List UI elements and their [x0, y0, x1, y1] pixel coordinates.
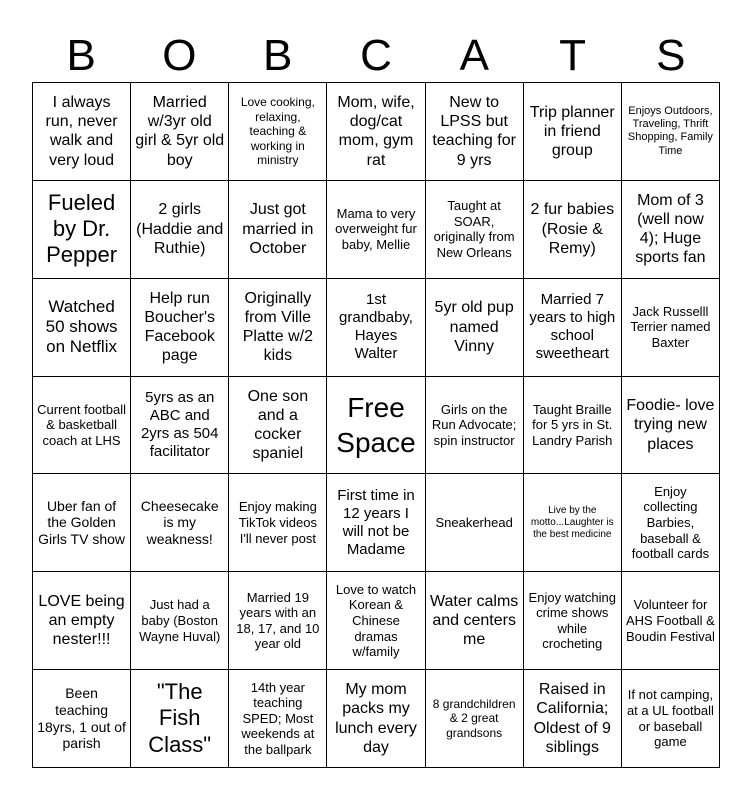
cell-text: Mom, wife, dog/cat mom, gym rat — [337, 94, 415, 169]
cell-text: Live by the motto...Laughter is the best medicine — [530, 504, 614, 540]
cell-text: Taught at SOAR, originally from New Orleans — [433, 198, 515, 260]
cell-text: Enjoy collecting Barbies, baseball & football cards — [631, 483, 710, 562]
cell-text: Help run Boucher's Facebook page — [144, 289, 216, 365]
cell-text: Been teaching 18yrs, 1 out of parish — [37, 684, 126, 752]
cell-text: Cheesecake is my weakness! — [140, 497, 219, 548]
cell-text: 5yr old pup named Vinny — [434, 299, 514, 355]
bingo-grid — [32, 82, 720, 768]
bingo-cell[interactable] — [33, 474, 131, 572]
cell-text: Fueled by Dr. Pepper — [46, 189, 118, 268]
free-space-cell[interactable] — [327, 377, 425, 475]
bingo-header — [32, 30, 720, 82]
bingo-cell[interactable] — [524, 474, 622, 572]
cell-text: "The Fish Class" — [148, 678, 212, 757]
bingo-cell[interactable] — [229, 181, 327, 279]
bingo-cell[interactable] — [33, 83, 131, 181]
bingo-cell[interactable] — [327, 83, 425, 181]
cell-text: Raised in California; Oldest of 9 siblings — [533, 681, 611, 756]
bingo-cell[interactable] — [131, 83, 229, 181]
cell-text: I always run, never walk and very loud — [45, 94, 118, 169]
cell-text: Mama to very overweight fur baby, Mellie — [335, 205, 417, 253]
bingo-cell[interactable] — [622, 670, 720, 768]
cell-text: 1st grandbaby, Hayes Walter — [339, 291, 413, 363]
bingo-cell[interactable] — [229, 474, 327, 572]
bingo-cell[interactable] — [426, 377, 524, 475]
cell-text: If not camping, at a UL football or baseball game — [626, 687, 714, 750]
bingo-cell[interactable] — [426, 279, 524, 377]
bingo-cell[interactable] — [33, 181, 131, 279]
cell-text: Trip planner in friend group — [529, 103, 615, 160]
bingo-cell[interactable] — [131, 670, 229, 768]
bingo-cell[interactable] — [426, 474, 524, 572]
cell-text: Enjoy making TikTok videos I'll never post — [238, 499, 317, 546]
bingo-cell[interactable] — [33, 279, 131, 377]
bingo-cell[interactable] — [426, 670, 524, 768]
cell-text: Love cooking, relaxing, teaching & working in ministry — [240, 95, 315, 167]
header-letter-t: T — [559, 31, 586, 80]
header-letter-c: C — [360, 31, 392, 80]
bingo-cell[interactable] — [131, 377, 229, 475]
cell-text: Taught Braille for 5 yrs in St. Landry Parish — [532, 401, 613, 448]
header-letter-o: O — [162, 31, 197, 80]
bingo-cell[interactable] — [327, 572, 425, 670]
cell-text: Originally from Ville Platte w/2 kids — [242, 289, 313, 365]
cell-text: Jack Russelll Terrier named Baxter — [630, 303, 711, 350]
cell-text: Married 7 years to high school sweetheart — [529, 291, 616, 363]
cell-text: First time in 12 years I will not be Madame — [337, 486, 415, 558]
bingo-cell[interactable] — [131, 572, 229, 670]
cell-text: LOVE being an empty nester!!! — [38, 592, 125, 649]
bingo-cell[interactable] — [33, 670, 131, 768]
bingo-cell[interactable] — [131, 279, 229, 377]
cell-text: Enjoy watching crime shows while crocheting — [528, 589, 616, 652]
bingo-cell[interactable] — [622, 83, 720, 181]
cell-text: Water calms and centers me — [429, 592, 519, 649]
bingo-cell[interactable] — [131, 181, 229, 279]
cell-text: Enjoys Outdoors, Traveling, Thrift Shopping, Family Time — [627, 105, 713, 157]
cell-text: 8 grandchildren & 2 great grandsons — [432, 696, 516, 740]
cell-text: Volunteer for AHS Football & Boudin Festival — [625, 597, 715, 644]
bingo-cell[interactable] — [622, 181, 720, 279]
cell-text: Sneakerhead — [435, 515, 513, 531]
bingo-cell[interactable] — [426, 83, 524, 181]
cell-text: Foodie- love trying new places — [626, 397, 715, 453]
free-space-text: Free Space — [336, 391, 416, 458]
bingo-cell[interactable] — [426, 572, 524, 670]
bingo-cell[interactable] — [622, 474, 720, 572]
bingo-cell[interactable] — [327, 474, 425, 572]
bingo-cell[interactable] — [622, 377, 720, 475]
bingo-cell[interactable] — [524, 83, 622, 181]
header-letter-b: B — [66, 31, 96, 80]
bingo-cell[interactable] — [524, 572, 622, 670]
header-letter-a: A — [459, 31, 489, 80]
bingo-cell[interactable] — [229, 279, 327, 377]
cell-text: 5yrs as an ABC and 2yrs as 504 facilitator — [140, 388, 219, 460]
cell-text: Girls on the Run Advocate; spin instructor — [431, 401, 517, 448]
cell-text: 2 girls (Haddie and Ruthie) — [136, 201, 224, 257]
header-letter-s: S — [656, 31, 686, 80]
cell-text: 14th year teaching SPED; Most weekends at the ballpark — [241, 679, 315, 757]
cell-text: Just had a baby (Boston Wayne Huval) — [139, 597, 221, 644]
cell-text: Watched 50 shows on Netflix — [45, 296, 118, 357]
bingo-cell[interactable] — [327, 670, 425, 768]
cell-text: New to LPSS but teaching for 9 yrs — [432, 94, 516, 169]
bingo-cell[interactable] — [622, 572, 720, 670]
bingo-cell[interactable] — [33, 572, 131, 670]
bingo-cell[interactable] — [229, 83, 327, 181]
bingo-cell[interactable] — [524, 181, 622, 279]
cell-text: Married w/3yr old girl & 5yr old boy — [135, 94, 225, 169]
bingo-cell[interactable] — [131, 474, 229, 572]
bingo-cell[interactable] — [327, 279, 425, 377]
bingo-cell[interactable] — [229, 572, 327, 670]
bingo-cell[interactable] — [229, 377, 327, 475]
cell-text: One son and a cocker spaniel — [247, 387, 309, 463]
bingo-cell[interactable] — [524, 279, 622, 377]
cell-text: Uber fan of the Golden Girls TV show — [38, 497, 125, 548]
cell-text: Married 19 years with an 18, 17, and 10 year old — [236, 589, 320, 652]
cell-text: Current football & basketball coach at LHS — [37, 401, 127, 448]
cell-text: Love to watch Korean & Chinese dramas w/family — [335, 581, 417, 660]
bingo-cell[interactable] — [524, 377, 622, 475]
cell-text: Mom of 3 (well now 4); Huge sports fan — [635, 191, 706, 267]
cell-text: 2 fur babies (Rosie & Remy) — [530, 201, 615, 257]
bingo-cell[interactable] — [33, 377, 131, 475]
bingo-cell[interactable] — [622, 279, 720, 377]
bingo-cell[interactable] — [327, 181, 425, 279]
cell-text: Just got married in October — [242, 201, 314, 257]
bingo-cell[interactable] — [229, 670, 327, 768]
cell-text: My mom packs my lunch every day — [335, 681, 417, 756]
bingo-cell[interactable] — [524, 670, 622, 768]
bingo-cell[interactable] — [426, 181, 524, 279]
header-letter-b: B — [263, 31, 293, 80]
